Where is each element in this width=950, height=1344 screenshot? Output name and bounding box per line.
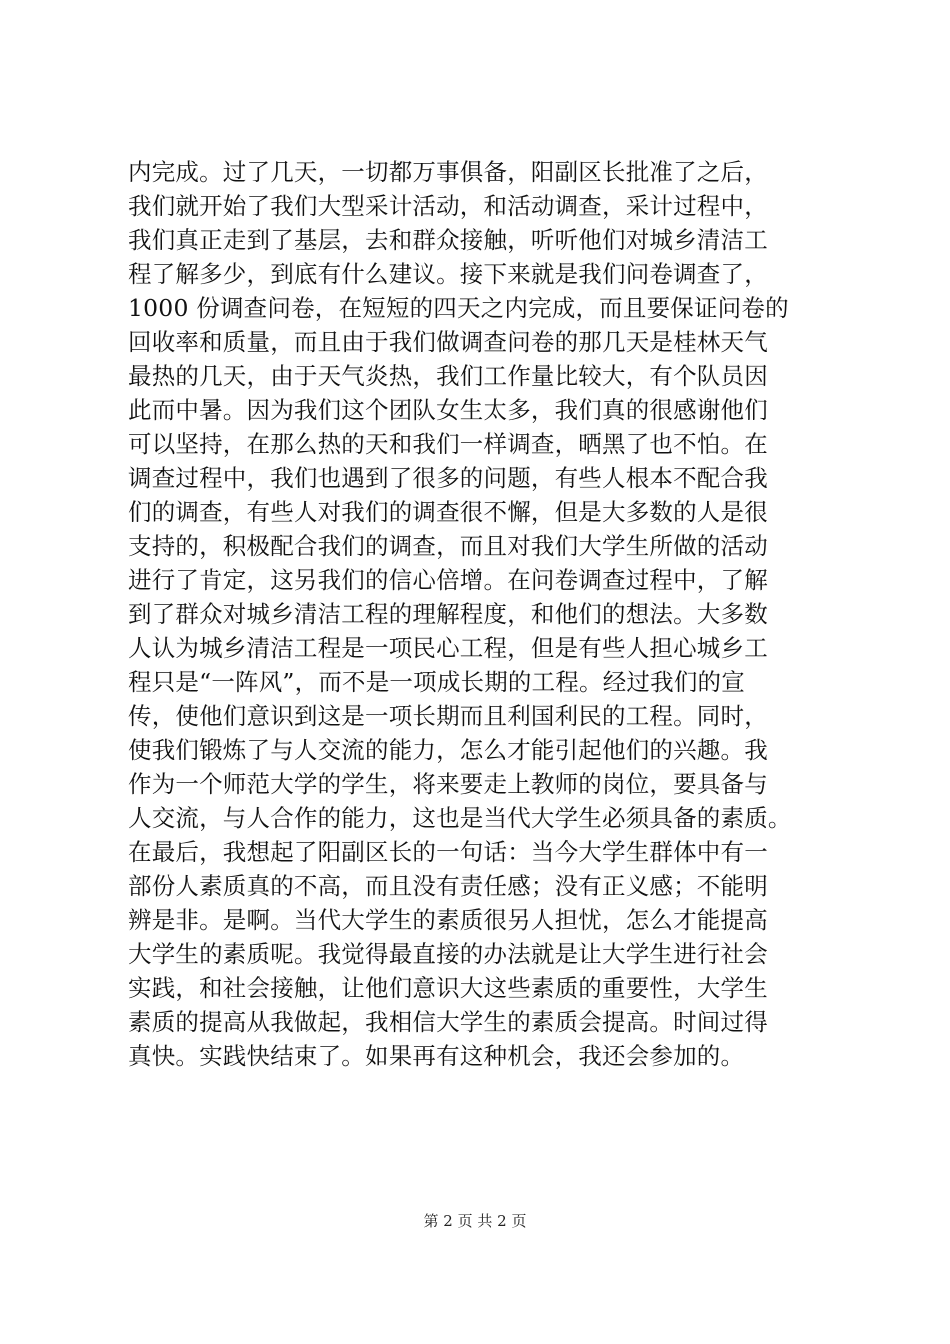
text-line: 1000 份调查问卷，在短短的四天之内完成，而且要保证问卷的 [128,294,789,322]
text-line: 此而中暑。因为我们这个团队女生太多，我们真的很感谢他们 [128,396,768,424]
text-line: 程只是“一阵风”，而不是一项成长期的工程。经过我们的宣 [128,668,745,696]
text-line: 辨是非。是啊。当代大学生的素质很另人担忧，怎么才能提高 [128,906,768,934]
text-line: 调查过程中，我们也遇到了很多的问题，有些人根本不配合我 [128,464,768,492]
text-line: 在最后，我想起了阳副区长的一句话：当今大学生群体中有一 [128,838,768,866]
page-footer: 第 2 页 共 2 页 [423,1212,527,1230]
text-line: 素质的提高从我做起，我相信大学生的素质会提高。时间过得 [128,1008,768,1036]
text-line: 进行了肯定，这另我们的信心倍增。在问卷调查过程中，了解 [128,566,768,594]
text-line: 程了解多少，到底有什么建议。接下来就是我们问卷调查了， [128,260,768,288]
text-line: 内完成。过了几天，一切都万事俱备，阳副区长批准了之后， [128,158,768,186]
text-line: 回收率和质量，而且由于我们做调查问卷的那几天是桂林天气 [128,328,768,356]
text-line: 真快。实践快结束了。如果再有这种机会，我还会参加的。 [128,1042,745,1070]
text-line: 们的调查，有些人对我们的调查很不懈，但是大多数的人是很 [128,498,768,526]
text-line: 我们就开始了我们大型采计活动，和活动调查，采计过程中， [128,192,768,220]
text-line: 可以坚持，在那么热的天和我们一样调查，晒黑了也不怕。在 [128,430,768,458]
text-line: 使我们锻炼了与人交流的能力，怎么才能引起他们的兴趣。我 [128,736,768,764]
text-line: 人交流，与人合作的能力，这也是当代大学生必须具备的素质。 [128,804,792,832]
text-line: 大学生的素质呢。我觉得最直接的办法就是让大学生进行社会 [128,940,768,968]
text-line: 部份人素质真的不高，而且没有责任感；没有正义感；不能明 [128,872,768,900]
body-paragraph [128,155,848,1073]
text-line: 到了群众对城乡清洁工程的理解程度，和他们的想法。大多数 [128,600,768,628]
text-line: 实践，和社会接触，让他们意识大这些素质的重要性，大学生 [128,974,768,1002]
text-line: 作为一个师范大学的学生，将来要走上教师的岗位，要具备与 [128,770,768,798]
text-line: 我们真正走到了基层，去和群众接触，听听他们对城乡清洁工 [128,226,768,254]
text-line: 支持的，积极配合我们的调查，而且对我们大学生所做的活动 [128,532,768,560]
text-line: 传，使他们意识到这是一项长期而且利国利民的工程。同时， [128,702,768,730]
text-line: 人认为城乡清洁工程是一项民心工程，但是有些人担心城乡工 [128,634,768,662]
text-line: 最热的几天，由于天气炎热，我们工作量比较大，有个队员因 [128,362,768,390]
